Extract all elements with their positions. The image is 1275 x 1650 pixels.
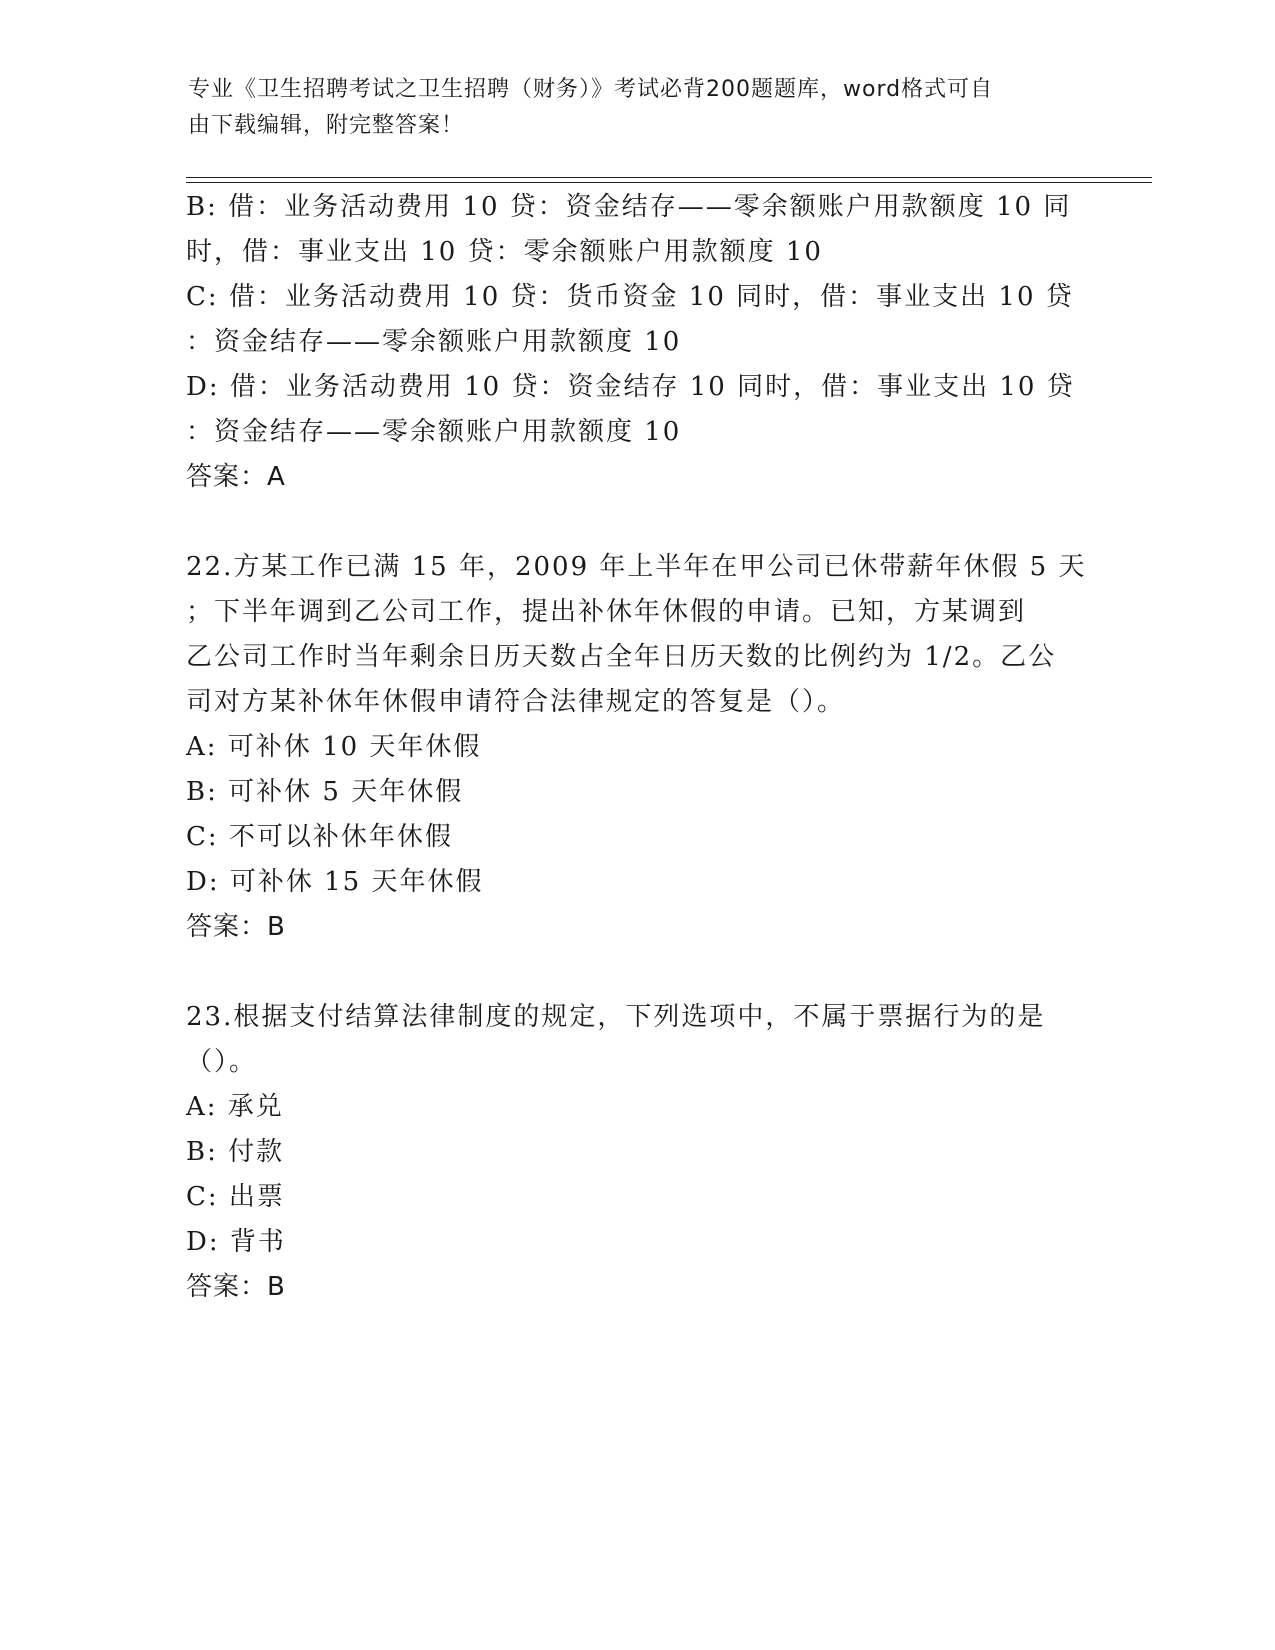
q23-option-b: B: 付款 [186,1137,285,1167]
q22-stem-line-3: 乙公司工作时当年剩余日历天数占全年日历天数的比例约为 1/2。乙公 [186,642,1057,672]
header-title-line-2: 由下载编辑，附完整答案！ [188,113,465,138]
q22-stem-line-2: ；下半年调到乙公司工作，提出补休年休假的申请。已知，方某调到 [186,597,1027,627]
q21-option-b-line-1: B: 借：业务活动费用 10 贷：资金结存——零余额账户用款额度 10 同 [186,192,1072,222]
q22-option-a: A: 可补休 10 天年休假 [186,732,482,762]
header-title-line-1: 专业《卫生招聘考试之卫生招聘（财务）》考试必背200题题库，word格式可自 [188,77,994,102]
q23-stem-line-1: 23.根据支付结算法律制度的规定，下列选项中，不属于票据行为的是 [186,1002,1046,1032]
q22-stem-line-1: 22.方某工作已满 15 年，2009 年上半年在甲公司已休带薪年休假 5 天 [186,552,1087,582]
q22-option-c: C: 不可以补休年休假 [186,822,453,852]
q23-stem-line-2: （）。 [186,1047,258,1077]
q22-stem-line-4: 司对方某补休年休假申请符合法律规定的答复是（）。 [186,687,846,717]
q23-option-a: A: 承兑 [186,1092,284,1122]
q21-option-d-line-1: D: 借：业务活动费用 10 贷：资金结存 10 同时，借：事业支出 10 贷 [186,372,1075,402]
q22-option-d: D: 可补休 15 天年休假 [186,867,484,897]
q23-option-d: D: 背书 [186,1227,286,1257]
q21-answer: 答案：A [186,462,286,492]
q21-option-d-line-2: ：资金结存——零余额账户用款额度 10 [186,417,682,447]
q22-answer: 答案：B [186,912,286,942]
header-divider-top [186,177,1152,178]
q21-option-c-line-2: ：资金结存——零余额账户用款额度 10 [186,327,682,357]
q23-option-c: C: 出票 [186,1182,285,1212]
header-divider-bottom [186,182,1152,183]
q23-answer: 答案：B [186,1272,286,1302]
q21-option-b-line-2: 时，借：事业支出 10 贷：零余额账户用款额度 10 [186,237,823,267]
q21-option-c-line-1: C: 借：业务活动费用 10 贷：货币资金 10 同时，借：事业支出 10 贷 [186,282,1074,312]
q22-option-b: B: 可补休 5 天年休假 [186,777,464,807]
document-header [188,72,1068,144]
